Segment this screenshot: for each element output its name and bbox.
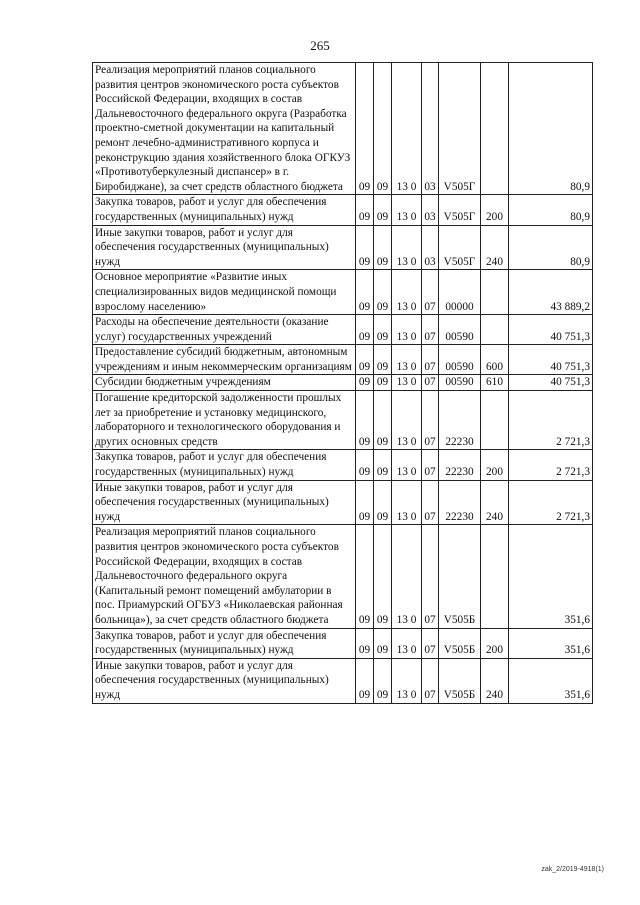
- amount-value: 80,9: [509, 63, 593, 195]
- amount-value: 80,9: [509, 225, 593, 270]
- subprogram-code: 07: [422, 450, 439, 480]
- program-code: 13 0: [392, 525, 422, 628]
- table-body: [93, 63, 593, 704]
- expense-type-code: [481, 525, 509, 628]
- subsection-code: 09: [374, 315, 392, 345]
- table-row: [93, 658, 593, 703]
- table-row: [93, 270, 593, 315]
- target-article-code: 00590: [439, 315, 481, 345]
- row-description: Основное мероприятие «Развитие иных специализированных видов медицинской помощи взрослому населению»: [93, 270, 356, 315]
- subsection-code: 09: [374, 450, 392, 480]
- target-article-code: V505Б: [439, 525, 481, 628]
- subprogram-code: 07: [422, 480, 439, 525]
- row-description: Реализация мероприятий планов социального развития центров экономического роста субъектов Российской Федерации, входящих в состав Дальневосточного федерального округа (Разработка проектно-сметной документации на капитальный ремонт лечебно-административного корпуса и реконструкцию здания хозяйственного блока ОГКУЗ «Противотуберкулезный диспансер» в г. Биробиджане), за счет средств областного бюджета: [93, 63, 356, 195]
- expense-type-code: 200: [481, 628, 509, 658]
- program-code: 13 0: [392, 480, 422, 525]
- target-article-code: V505Г: [439, 63, 481, 195]
- row-description: Субсидии бюджетным учреждениям: [93, 375, 356, 391]
- amount-value: 2 721,3: [509, 480, 593, 525]
- subsection-code: 09: [374, 628, 392, 658]
- target-article-code: V505Б: [439, 628, 481, 658]
- table-row: [93, 628, 593, 658]
- target-article-code: 00590: [439, 375, 481, 391]
- budget-table: [92, 62, 593, 704]
- program-code: 13 0: [392, 315, 422, 345]
- subsection-code: 09: [374, 391, 392, 450]
- amount-value: 351,6: [509, 658, 593, 703]
- amount-value: 40 751,3: [509, 315, 593, 345]
- subprogram-code: 03: [422, 225, 439, 270]
- row-description: Расходы на обеспечение деятельности (оказание услуг) государственных учреждений: [93, 315, 356, 345]
- program-code: 13 0: [392, 270, 422, 315]
- table-row: [93, 315, 593, 345]
- program-code: 13 0: [392, 658, 422, 703]
- expense-type-code: 240: [481, 480, 509, 525]
- section-code: 09: [356, 450, 374, 480]
- amount-value: 43 889,2: [509, 270, 593, 315]
- target-article-code: 22230: [439, 391, 481, 450]
- target-article-code: 22230: [439, 480, 481, 525]
- row-description: Закупка товаров, работ и услуг для обеспечения государственных (муниципальных) нужд: [93, 195, 356, 225]
- section-code: 09: [356, 375, 374, 391]
- document-code: zak_2/2019-4918(1): [541, 866, 604, 873]
- subprogram-code: 07: [422, 375, 439, 391]
- section-code: 09: [356, 315, 374, 345]
- amount-value: 351,6: [509, 525, 593, 628]
- program-code: 13 0: [392, 345, 422, 375]
- section-code: 09: [356, 225, 374, 270]
- section-code: 09: [356, 345, 374, 375]
- expense-type-code: 240: [481, 225, 509, 270]
- subsection-code: 09: [374, 480, 392, 525]
- subsection-code: 09: [374, 525, 392, 628]
- amount-value: 80,9: [509, 195, 593, 225]
- target-article-code: 00000: [439, 270, 481, 315]
- expense-type-code: 600: [481, 345, 509, 375]
- page-number: 265: [310, 38, 330, 53]
- subprogram-code: 07: [422, 658, 439, 703]
- expense-type-code: 200: [481, 450, 509, 480]
- subsection-code: 09: [374, 270, 392, 315]
- program-code: 13 0: [392, 391, 422, 450]
- target-article-code: V505Г: [439, 195, 481, 225]
- row-description: Закупка товаров, работ и услуг для обеспечения государственных (муниципальных) нужд: [93, 628, 356, 658]
- expense-type-code: [481, 63, 509, 195]
- section-code: 09: [356, 270, 374, 315]
- expense-type-code: 240: [481, 658, 509, 703]
- subprogram-code: 07: [422, 315, 439, 345]
- program-code: 13 0: [392, 225, 422, 270]
- table-row: [93, 450, 593, 480]
- table-row: [93, 480, 593, 525]
- target-article-code: 00590: [439, 345, 481, 375]
- section-code: 09: [356, 391, 374, 450]
- subprogram-code: 07: [422, 391, 439, 450]
- subsection-code: 09: [374, 195, 392, 225]
- amount-value: 40 751,3: [509, 345, 593, 375]
- expense-type-code: 200: [481, 195, 509, 225]
- expense-type-code: 610: [481, 375, 509, 391]
- expense-type-code: [481, 270, 509, 315]
- section-code: 09: [356, 480, 374, 525]
- amount-value: 351,6: [509, 628, 593, 658]
- program-code: 13 0: [392, 195, 422, 225]
- subprogram-code: 03: [422, 195, 439, 225]
- table-row: [93, 225, 593, 270]
- table-row: [93, 375, 593, 391]
- section-code: 09: [356, 628, 374, 658]
- row-description: Закупка товаров, работ и услуг для обеспечения государственных (муниципальных) нужд: [93, 450, 356, 480]
- amount-value: 40 751,3: [509, 375, 593, 391]
- row-description: Иные закупки товаров, работ и услуг для обеспечения государственных (муниципальных) нужд: [93, 658, 356, 703]
- section-code: 09: [356, 195, 374, 225]
- target-article-code: V505Б: [439, 658, 481, 703]
- row-description: Реализация мероприятий планов социального развития центров экономического роста субъектов Российской Федерации, входящих в состав Дальневосточного федерального округа (Капитальный ремонт помещений амбулатории в пос. Приамурский ОГБУЗ «Николаевская районная больница»), за счет средств областного бюджета: [93, 525, 356, 628]
- expense-type-code: [481, 315, 509, 345]
- row-description: Иные закупки товаров, работ и услуг для обеспечения государственных (муниципальных) нужд: [93, 480, 356, 525]
- target-article-code: V505Г: [439, 225, 481, 270]
- subsection-code: 09: [374, 225, 392, 270]
- subsection-code: 09: [374, 345, 392, 375]
- table-row: [93, 63, 593, 195]
- row-description: Иные закупки товаров, работ и услуг для обеспечения государственных (муниципальных) нужд: [93, 225, 356, 270]
- row-description: Предоставление субсидий бюджетным, автономным учреждениям и иным некоммерческим организациям: [93, 345, 356, 375]
- row-description: Погашение кредиторской задолженности прошлых лет за приобретение и установку медицинского, лабораторного и технологического оборудования и других основных средств: [93, 391, 356, 450]
- program-code: 13 0: [392, 375, 422, 391]
- table-row: [93, 391, 593, 450]
- subprogram-code: 07: [422, 525, 439, 628]
- section-code: 09: [356, 658, 374, 703]
- subprogram-code: 03: [422, 63, 439, 195]
- program-code: 13 0: [392, 450, 422, 480]
- table-row: [93, 525, 593, 628]
- program-code: 13 0: [392, 63, 422, 195]
- subprogram-code: 07: [422, 345, 439, 375]
- amount-value: 2 721,3: [509, 391, 593, 450]
- subsection-code: 09: [374, 63, 392, 195]
- subprogram-code: 07: [422, 270, 439, 315]
- target-article-code: 22230: [439, 450, 481, 480]
- amount-value: 2 721,3: [509, 450, 593, 480]
- section-code: 09: [356, 63, 374, 195]
- subprogram-code: 07: [422, 628, 439, 658]
- table-row: [93, 195, 593, 225]
- table-row: [93, 345, 593, 375]
- section-code: 09: [356, 525, 374, 628]
- program-code: 13 0: [392, 628, 422, 658]
- subsection-code: 09: [374, 375, 392, 391]
- subsection-code: 09: [374, 658, 392, 703]
- expense-type-code: [481, 391, 509, 450]
